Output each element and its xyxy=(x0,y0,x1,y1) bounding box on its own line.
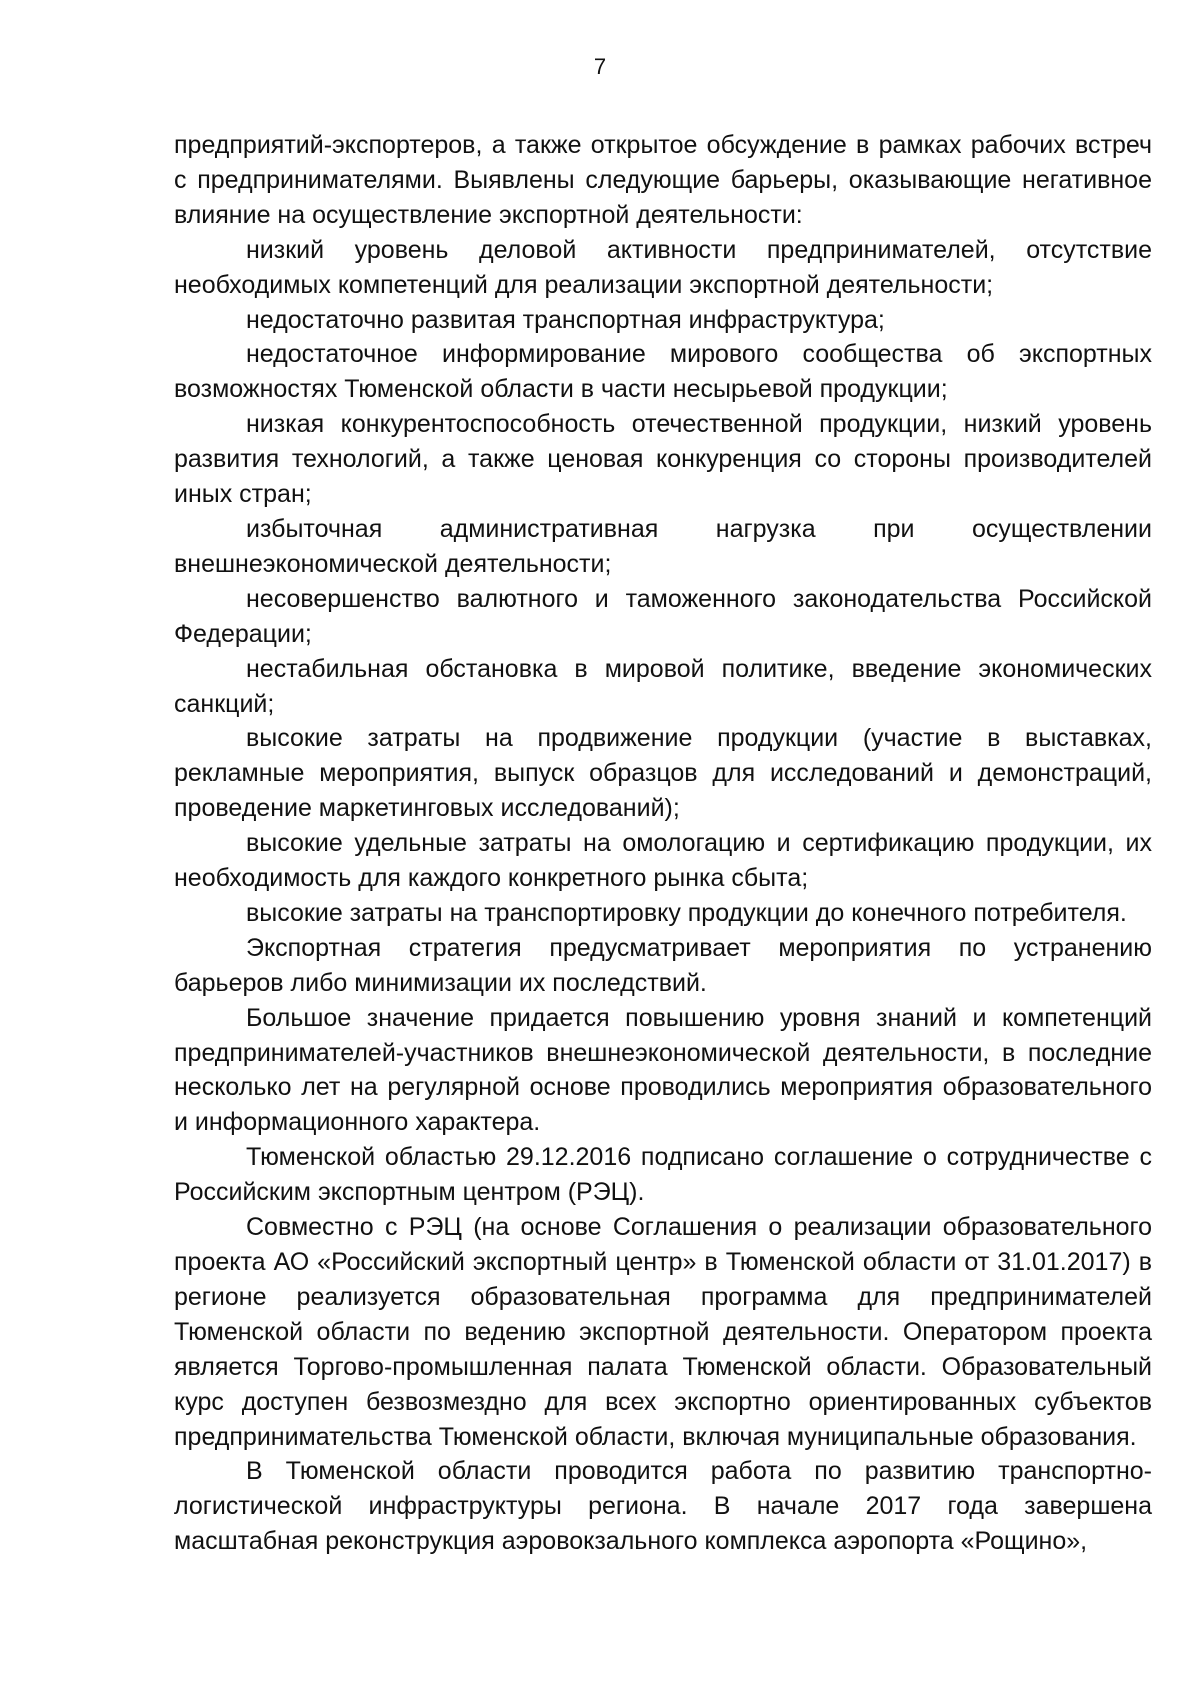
paragraph-barrier-certification: высокие удельные затраты на омологацию и сертификацию продукции, их необходимость для каждого конкретного рынка сбыта; xyxy=(174,829,1152,893)
paragraph-transport-logistics: В Тюменской области проводится работа по развитию транспортно-логистической инфраструктуры региона. В начале 2017 года завершена масштабная реконструкция аэровокзального комплекса аэропорта «Рощино», xyxy=(174,1457,1152,1556)
paragraph-barrier-transportation-costs: высокие затраты на транспортировку продукции до конечного потребителя. xyxy=(246,898,1127,927)
paragraph-competencies: Большое значение придается повышению уровня знаний и компетенций предпринимателей-участников внешнеэкономической деятельности, в последние несколько лет на регулярной основе проводились мероприятия образовательного и информационного характера. xyxy=(174,1003,1152,1137)
page-number: 7 xyxy=(593,54,607,79)
paragraph-barrier-sanctions: нестабильная обстановка в мировой политике, введение экономических санкций; xyxy=(174,654,1152,718)
paragraph-barrier-administrative: избыточная административная нагрузка при осуществлении внешнеэкономической деятельности; xyxy=(174,514,1152,578)
paragraph-barrier-business-activity: низкий уровень деловой активности предпринимателей, отсутствие необходимых компетенций для реализации экспортной деятельности; xyxy=(174,235,1152,299)
paragraph-barrier-promotion-costs: высокие затраты на продвижение продукции (участие в выставках, рекламные мероприятия, выпуск образцов для исследований и демонстраций, проведение маркетинговых исследований); xyxy=(174,724,1152,823)
document-body xyxy=(174,128,1152,1559)
paragraph-continued: предприятий-экспортеров, а также открытое обсуждение в рамках рабочих встреч с предпринимателями. Выявлены следующие барьеры, оказывающие негативное влияние на осуществление экспортной деятельности: xyxy=(174,131,1152,229)
paragraph-barrier-information: недостаточное информирование мирового сообщества об экспортных возможностях Тюменской области в части несырьевой продукции; xyxy=(174,340,1152,404)
paragraph-barrier-competitiveness: низкая конкурентоспособность отечественной продукции, низкий уровень развития технологий, а также ценовая конкуренция со стороны производителей иных стран; xyxy=(174,410,1152,509)
paragraph-strategy: Экспортная стратегия предусматривает мероприятия по устранению барьеров либо минимизации их последствий. xyxy=(174,933,1152,997)
paragraph-barrier-transport: недостаточно развитая транспортная инфраструктура; xyxy=(246,305,885,334)
paragraph-barrier-legislation: несовершенство валютного и таможенного законодательства Российской Федерации; xyxy=(174,584,1152,648)
paragraph-education-program: Совместно с РЭЦ (на основе Соглашения о реализации образовательного проекта АО «Российский экспортный центр» в Тюменской области от 31.01.2017) в регионе реализуется образовательная программа для предпринимателей Тюменской области по ведению экспортной деятельности. Оператором проекта является Торгово-промышленная палата Тюменской области. Образовательный курс доступен безвозмездно для всех экспортно ориентированных субъектов предпринимательства Тюменской области, включая муниципальные образования. xyxy=(174,1213,1152,1451)
paragraph-agreement: Тюменской областью 29.12.2016 подписано соглашение о сотрудничестве с Российским экспортным центром (РЭЦ). xyxy=(174,1143,1152,1207)
